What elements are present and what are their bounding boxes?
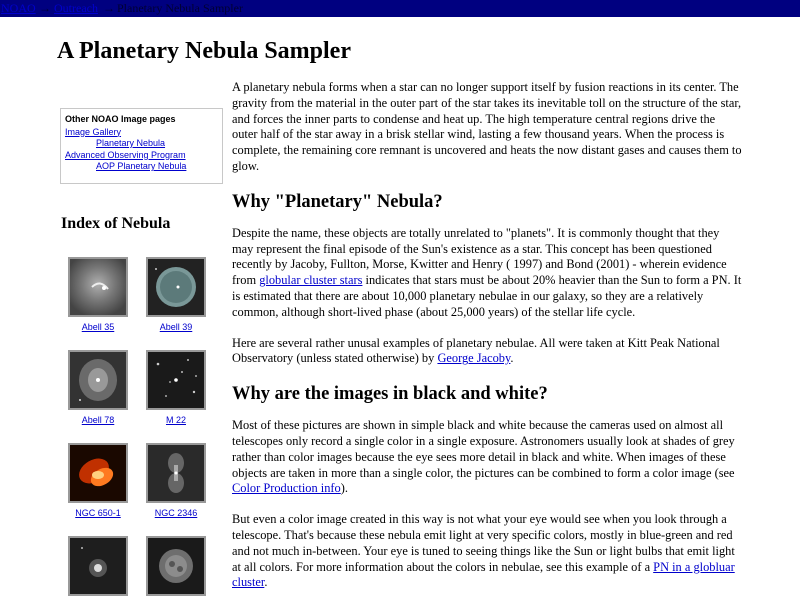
nebula-image-ngc-650-1[interactable] xyxy=(68,443,128,503)
nebula-image-8[interactable] xyxy=(146,536,206,596)
link-color-production-info[interactable]: Color Production info xyxy=(232,481,341,496)
section2-paragraph-2: But even a color image created in this way is not what your eye would see when you look through a telescope. That's because these nebula emit light at very specific colors, mostly in blue-green and red and not much in-between. Your eye is tuned to seeing things like the Sun or light bulbs that emit light at all colors. For more information about the colors in nebulae, see this example of a PN in a globluar cluster. xyxy=(232,512,735,590)
nebula-thumb-abell-39[interactable] xyxy=(146,257,206,333)
main-content xyxy=(232,80,742,606)
link-pn-in-globular-cluster[interactable]: PN in a globluar cluster xyxy=(232,559,735,590)
link-planetary-nebula[interactable]: Planetary Nebula xyxy=(96,138,166,148)
nebula-link[interactable]: Abell 78 xyxy=(81,415,115,425)
nebula-thumb-abell-78[interactable] xyxy=(68,350,128,426)
nebula-link[interactable]: Abell 39 xyxy=(159,322,193,332)
link-george-jacoby[interactable]: George Jacoby xyxy=(437,351,511,366)
nav-current-page: Planetary Nebula Sampler xyxy=(117,1,243,15)
link-image-gallery[interactable]: Image Gallery xyxy=(65,126,122,137)
nav-separator: → xyxy=(103,1,115,15)
nav-separator: → xyxy=(39,1,51,15)
nebula-image-7[interactable] xyxy=(68,536,128,596)
link-globular-cluster-stars[interactable]: globular cluster stars xyxy=(259,273,363,288)
section-heading-planetary: Why "Planetary" Nebula? xyxy=(232,191,443,212)
nebula-link[interactable]: Abell 35 xyxy=(81,322,115,332)
nebula-thumb-abell-35[interactable] xyxy=(68,257,128,333)
other-pages-box xyxy=(60,108,223,184)
nebula-link[interactable]: NGC 650-1 xyxy=(75,508,121,518)
nebula-image-abell-39[interactable] xyxy=(146,257,206,317)
nebula-image-abell-78[interactable] xyxy=(68,350,128,410)
top-nav-bar xyxy=(0,0,800,17)
section-heading-black-white: Why are the images in black and white? xyxy=(232,384,548,405)
nebula-link[interactable]: NGC 2346 xyxy=(154,508,198,518)
nebula-thumb-ngc-2346[interactable] xyxy=(146,443,206,519)
nebula-link[interactable]: M 22 xyxy=(165,415,186,425)
nebula-thumb-7[interactable] xyxy=(68,536,128,601)
section2-paragraph-1: Most of these pictures are shown in simple black and white because the cameras used on almost all telescopes only record a single color in a single exposure. Astronomers usually look at shades of grey rather than color images because the eye sees more detail in black and white. When images of these objects are taken in more than a single color, the pictures can be combined to form a color image (see Color Production info). xyxy=(232,418,735,496)
link-aop-planetary-nebula[interactable]: AOP Planetary Nebula xyxy=(96,161,187,171)
index-heading: Index of Nebula xyxy=(61,215,171,232)
intro-paragraph: A planetary nebula forms when a star can no longer support itself by fusion reactions in its center. The gravity from the material in the outer part of the star takes its inevitable toll on the structure of the star, and forces the inner parts to condense and heat up. The high temperature central regions drive the outer half of the star away in a brisk stellar wind, lasting a few thousand years. When the process is complete, the remaining core remnant is uncovered and heats the now distant gases and causes them to glow. xyxy=(232,80,742,173)
nebula-thumb-8[interactable] xyxy=(146,536,206,601)
nav-link-noao[interactable]: NOAO xyxy=(1,1,36,15)
nebula-thumb-ngc-650-1[interactable] xyxy=(68,443,128,519)
nebula-image-ngc-2346[interactable] xyxy=(146,443,206,503)
section1-paragraph-2: Here are several rather unusal examples of planetary nebulae. All were taken at Kitt Peak National Observatory (unless stated otherwise) by George Jacoby. xyxy=(232,335,720,366)
nebula-image-m-22[interactable] xyxy=(146,350,206,410)
page-title: A Planetary Nebula Sampler xyxy=(57,38,351,64)
link-advanced-observing-program[interactable]: Advanced Observing Program xyxy=(65,149,186,160)
section1-paragraph-1: Despite the name, these objects are totally unrelated to "planets". It is commonly thought that they may represent the final episode of the Sun's existence as a star. This concept has been questioned recently by Jacoby, Fullton, Morse, Kwitter and Henry ( 1997) and Bond (2001) - wherein evidence from globular cluster stars indicates that stars must be about 20% heavier than the Sun to form a PN. It is estimated that there are about 10,000 planetary nebulae in our galaxy, so they are a relatively common, although short-lived phase (about 25,000 years) of the stellar life cycle. xyxy=(232,225,742,319)
other-pages-title: Other NOAO Image pages xyxy=(65,114,176,124)
nebula-image-abell-35[interactable] xyxy=(68,257,128,317)
nav-link-outreach[interactable]: Outreach xyxy=(54,1,98,15)
nebula-thumb-m-22[interactable] xyxy=(146,350,206,426)
